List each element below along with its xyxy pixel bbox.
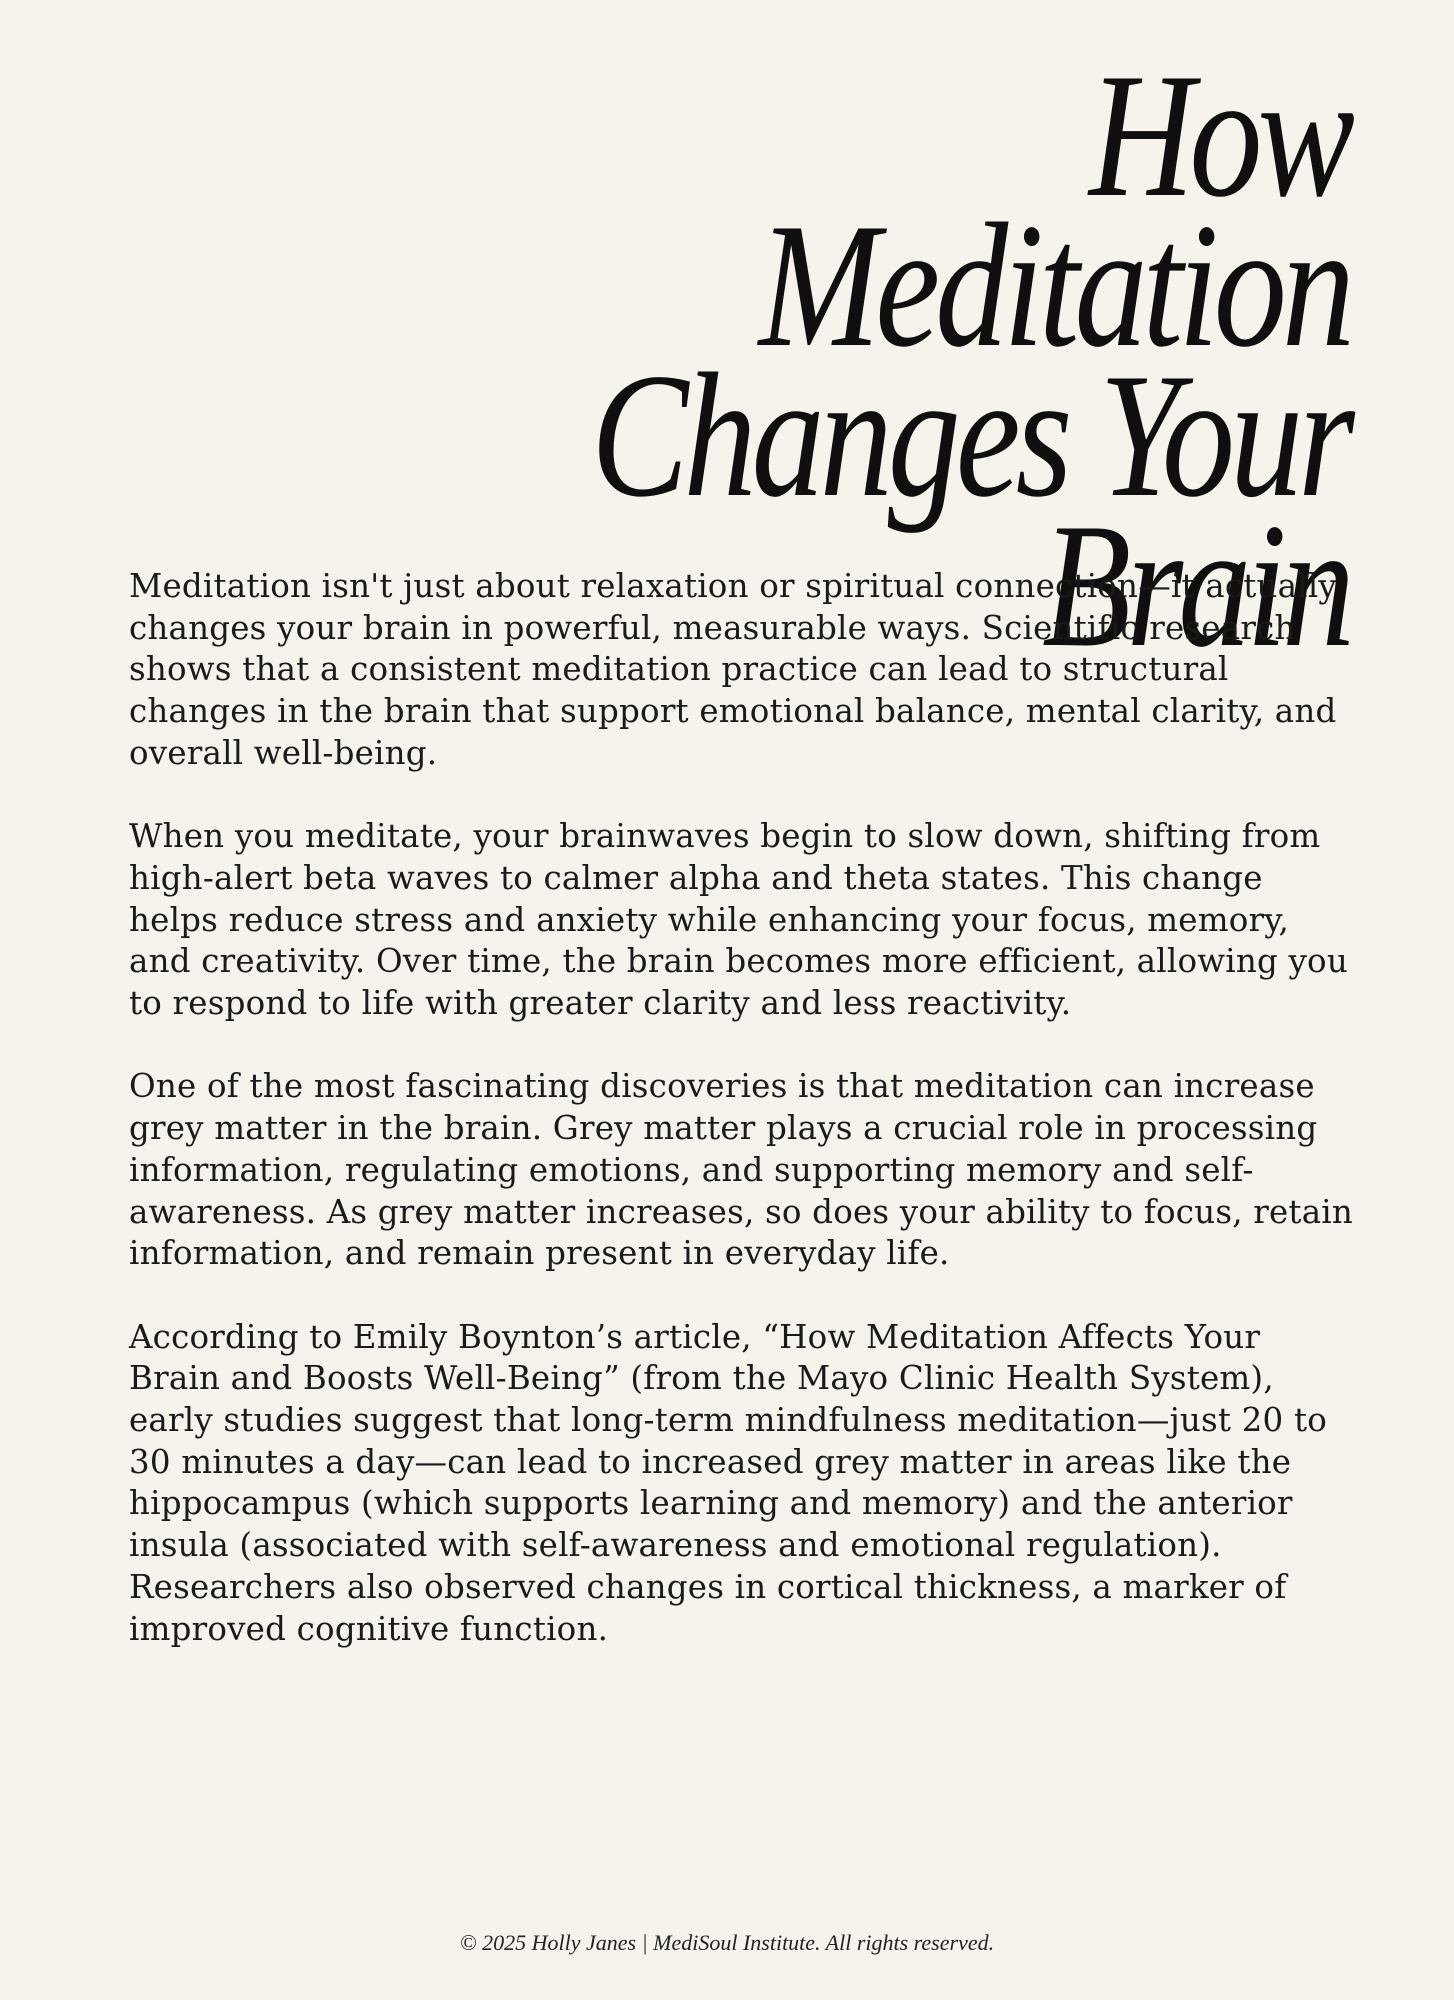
copyright-footer: © 2025 Holly Janes | MediSoul Institute. All rights reserved. [459,1930,995,1955]
title-line-1: How Meditation [758,36,1350,384]
paragraph-brainwaves: When you meditate, your brainwaves begin to slow down, shifting from high-alert beta waves to calmer alpha and theta states. This change helps reduce stress and anxiety while enhancing your focus, memory, and creativity. Over time, the brain becomes more efficient, allowing you to respond to life with greater clarity and less reactivity. [129,817,1348,1023]
title-line-3: Brain [1042,486,1350,684]
article-body [129,566,1359,1692]
paragraph-grey-matter: One of the most fascinating discoveries is that meditation can increase grey matter in the brain. Grey matter plays a crucial role in processing information, regulating emotions, and supporting memory and self-awareness. As grey matter increases, so does your ability to focus, retain information, and remain present in everyday life. [129,1067,1353,1273]
title-line-2: Changes Your [591,336,1350,534]
paragraph-research: According to Emily Boynton’s article, “How Meditation Affects Your Brain and Boosts Well-Being” (from the Mayo Clinic Health System), early studies suggest that long-term mindfulness meditation—just 20 to 30 minutes a day—can lead to increased grey matter in areas like the hippocampus (which supports learning and memory) and the anterior insula (associated with self-awareness and emotional regulation). Researchers also observed changes in cortical thickness, a marker of improved cognitive function. [129,1317,1327,1648]
paragraph-intro: Meditation isn't just about relaxation or spiritual connection—it actually changes your brain in powerful, measurable ways. Scientific research shows that a consistent meditation practice can lead to structural changes in the brain that support emotional balance, mental clarity, and overall well-being. [129,567,1337,772]
